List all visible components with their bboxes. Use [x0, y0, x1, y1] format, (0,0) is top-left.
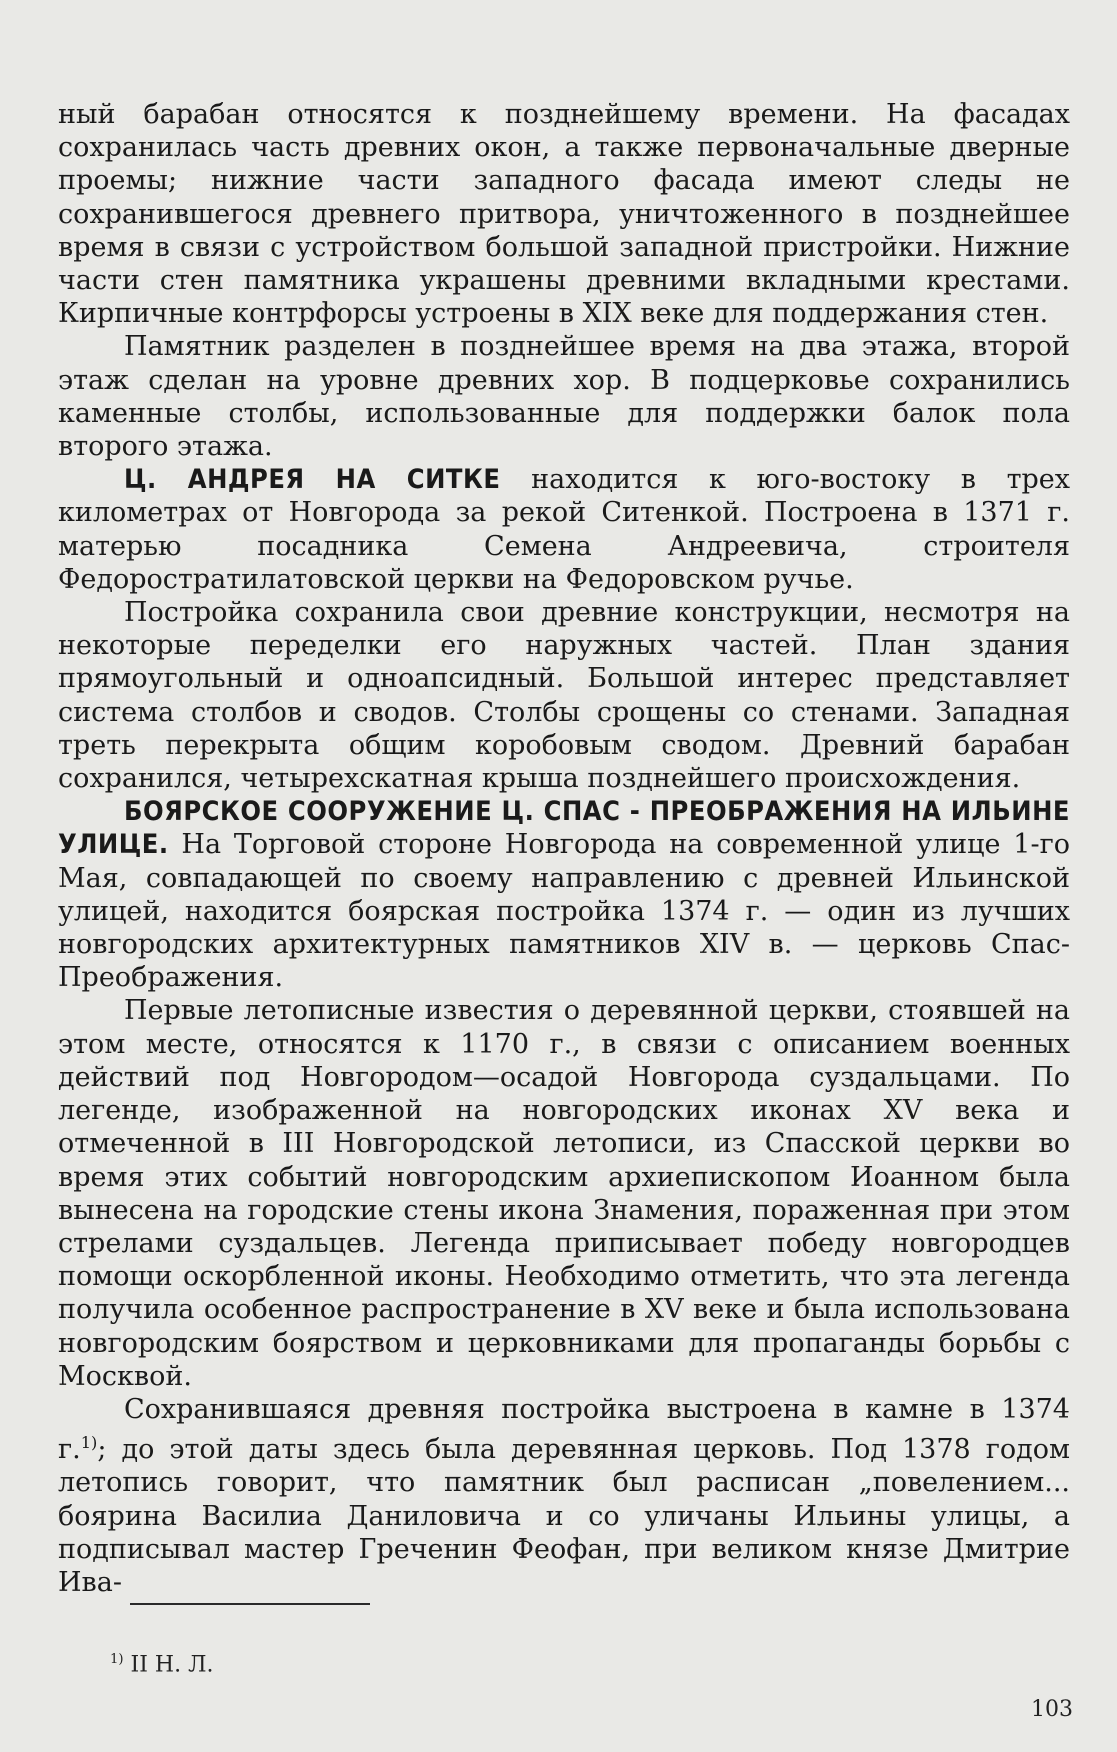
- section-heading-spas-preobrazheniya: БОЯРСКОЕ СООРУЖЕНИЕ Ц. СПАС - ПРЕОБРАЖЕНИЯ НА ИЛЬИНЕ УЛИЦЕ.: [58, 796, 1070, 861]
- paragraph-6: [58, 994, 1070, 1392]
- paragraph-5-text: На Торговой стороне Новгорода на современной улице 1-го Мая, совпадающей по своему направлению с древней Ильинской улицей, находится боярская постройка 1374 г. — один из лучших новгородских архитектурных памятников XIV в. — церковь Спас-Преображения.: [58, 829, 1070, 994]
- paragraph-2-text: Памятник разделен в позднейшее время на два этажа, второй этаж сделан на уровне древних хор. В подцерковье сохранились каменные столбы, использованные для поддержки балок пола второго этажа.: [58, 331, 1070, 463]
- footnote-text: II Н. Л.: [123, 1652, 214, 1678]
- paragraph-2: [58, 330, 1070, 463]
- paragraph-1: [58, 98, 1070, 330]
- footnote-reference: 1): [80, 1433, 98, 1453]
- paragraph-3-text: находится к юго-востоку в трех километрах от Новгорода за рекой Ситенкой. Построена в 1371 г. матерью посадника Семена Андреевича, строителя Федоростратилатовской церкви на Федоровском ручье.: [58, 464, 1070, 595]
- page-body: [58, 98, 1070, 1599]
- footnote-marker: 1): [110, 1652, 124, 1667]
- paragraph-4: [58, 596, 1070, 795]
- paragraph-7: [58, 1393, 1070, 1599]
- paragraph-andrei-na-sitke: [58, 463, 1070, 596]
- section-heading-andrei-na-sitke: Ц. АНДРЕЯ НА СИТКЕ: [124, 464, 501, 496]
- paragraph-4-text: Постройка сохранила свои древние конструкции, несмотря на некоторые переделки его наружных частей. План здания прямоугольный и одноапсидный. Большой интерес представляет система столбов и сводов. Столбы срощены со стенами. Западная треть перекрыта общим коробовым сводом. Древний барабан сохранился, четырехскатная крыша позднейшего происхождения.: [58, 597, 1070, 795]
- paragraph-spas-preobrazheniya: [58, 795, 1070, 994]
- footnote-divider: [130, 1603, 370, 1605]
- paragraph-1-text: ный барабан относятся к позднейшему времени. На фасадах сохранилась часть древних окон, а также первоначальные дверные проемы; нижние части западного фасада имеют следы не сохранившегося древнего притвора, уничтоженного в позднейшее время в связи с устройством большой западной пристройки. Нижние части стен памятника украшены древними вкладными крестами. Кирпичные контрфорсы устроены в XIX веке для поддержания стен.: [58, 99, 1070, 330]
- footnote: [110, 1652, 213, 1677]
- paragraph-6-text: Первые летописные известия о деревянной церкви, стоявшей на этом месте, относятся к 1170 г., в связи с описанием военных действий под Новгородом—осадой Новгорода суздальцами. По легенде, изображенной на новгородских иконах XV века и отмеченной в III Новгородской летописи, из Спасской церкви во время этих событий новгородским архиепископом Иоанном была вынесена на городские стены икона Знамения, пораженная при этом стрелами суздальцев. Легенда приписывает победу новгородцев помощи оскорбленной иконы. Необходимо отметить, что эта легенда получила особенное распространение в XV веке и была использована новгородским боярством и церковниками для пропаганды борьбы с Москвой.: [58, 995, 1070, 1392]
- paragraph-7-text-after: ; до этой даты здесь была деревянная церковь. Под 1378 годом летопись говорит, что памятник был расписан „повелением... боярина Василиа Даниловича и со уличаны Ильины улицы, а подписывал мастер Греченин Феофан, при великом князе Дмитрие Ива-: [58, 1434, 1070, 1598]
- paragraph-7-text: Сохранившаяся древняя постройка выстроена в камне в 1374 г.: [58, 1393, 1070, 1466]
- page-number: 103: [1031, 1697, 1073, 1722]
